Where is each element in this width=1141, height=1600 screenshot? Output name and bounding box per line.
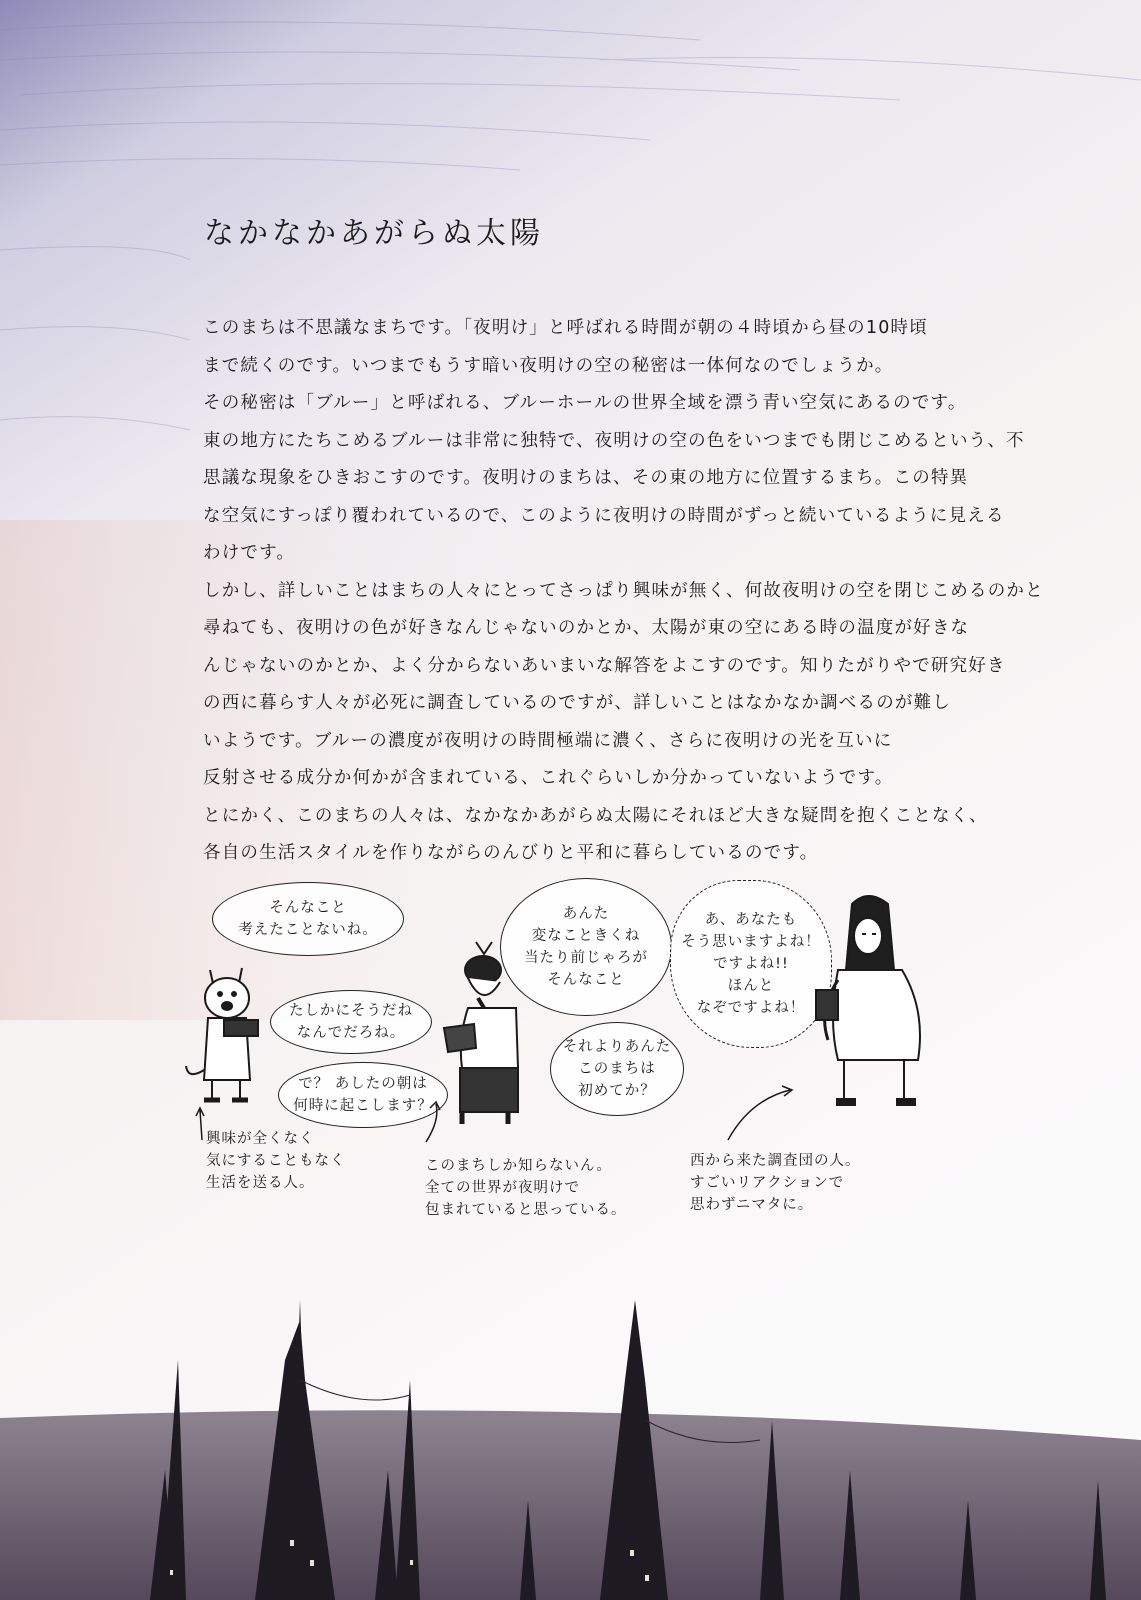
bubble-line: なんでだろね。 [296, 1025, 406, 1041]
body-line: いようです。ブルーの濃度が夜明けの時間極端に濃く、さらに夜明けの光を互いに [203, 730, 893, 751]
body-line: の西に暮らす人々が必死に調査しているのですが、詳しいことはなかなか調べるのが難し [203, 693, 951, 713]
bubble-line: ですよね!! [713, 956, 789, 972]
bubble-line: そんなこと [547, 972, 625, 988]
caption-line: 西から来た調査団の人。 [690, 1153, 861, 1169]
bubble-line: そんなこと [269, 900, 347, 916]
speech-bubble-cat-1 [212, 882, 404, 956]
body-text [203, 310, 1044, 873]
caption-line: このまちしか知らないん。 [425, 1158, 612, 1174]
caption-old-man [425, 1155, 627, 1221]
caption-line: 生活を送る人。 [206, 1175, 315, 1191]
body-line: 各自の生活スタイルを作りながらのんびりと平和に暮らしているのです。 [203, 843, 819, 863]
bubble-line: あ、あなたも [704, 912, 798, 928]
bubble-line: 何時に起こします？ [293, 1098, 433, 1114]
body-line: 東の地方にたちこめるブルーは非常に独特で、夜明けの空の色をいつまでも閉じこめるという、不 [203, 430, 1025, 451]
bubble-line: たしかにそうだね [289, 1003, 413, 1019]
caption-line: 全ての世界が夜明けで [425, 1180, 580, 1196]
caption-line: 思わずニマタに。 [690, 1197, 814, 1213]
body-line: 反射させる成分か何かが含まれている、これぐらいしか分かっていないようです。 [203, 768, 894, 788]
bubble-line: 変なこときくね [531, 928, 641, 944]
body-line: 尋ねても、夜明けの色が好きなんじゃないのかとか、太陽が東の空にある時の温度が好きな [203, 618, 970, 638]
body-line: な空気にすっぽり覆われているので、このように夜明けの時間がずっと続いているように見える [203, 505, 1005, 526]
bubble-line: なぞですよね！ [696, 1000, 806, 1016]
bubble-line: 初めてか？ [578, 1083, 656, 1099]
body-line: んじゃないのかとか、よく分からないあいまいな解答をよこすのです。知りたがりやで研究好き [203, 655, 1006, 676]
caption-cat [206, 1128, 346, 1194]
bubble-line: それよりあんた [562, 1039, 672, 1055]
caption-line: 興味が全くなく [206, 1131, 315, 1147]
body-line: このまちは不思議なまちです。「夜明け」と呼ばれる時間が朝の４時頃から昼の10時頃 [203, 318, 928, 338]
body-line: その秘密は「ブルー」と呼ばれる、ブルーホールの世界全域を漂う青い空気にあるのです。 [203, 393, 967, 413]
bubble-line: そう思いますよね！ [681, 934, 821, 950]
bubble-line: ほんと [727, 978, 775, 994]
bubble-line: 考えたことないね。 [238, 922, 378, 938]
speech-bubble-cat-2 [270, 990, 432, 1054]
bubble-line: このまちは [578, 1061, 656, 1077]
body-line: まで続くのです。いつまでもうす暗い夜明けの空の秘密は一体何なのでしょうか。 [203, 355, 894, 376]
body-line: 思議な現象をひきおこすのです。夜明けのまちは、その東の地方に位置するまち。この特異 [203, 468, 969, 488]
bubble-line: あんた [562, 906, 610, 922]
caption-line: 包まれていると思っている。 [425, 1202, 627, 1218]
page-title: なかなかあがらぬ太陽 [204, 216, 544, 251]
caption-line: すごいリアクションで [690, 1175, 845, 1191]
body-line: とにかく、このまちの人々は、なかなかあがらぬ太陽にそれほど大きな疑問を抱くことなく、 [203, 805, 988, 826]
bubble-line: で？ あしたの朝は [298, 1076, 428, 1092]
body-line: わけです。 [203, 543, 296, 563]
bubble-line: 当たり前じゃろが [524, 950, 648, 966]
caption-girl [690, 1150, 861, 1216]
body-line: しかし、詳しいことはまちの人々にとってさっぱり興味が無く、何故夜明けの空を閉じこめるのかと [203, 580, 1044, 601]
caption-line: 気にすることもなく [206, 1153, 346, 1169]
